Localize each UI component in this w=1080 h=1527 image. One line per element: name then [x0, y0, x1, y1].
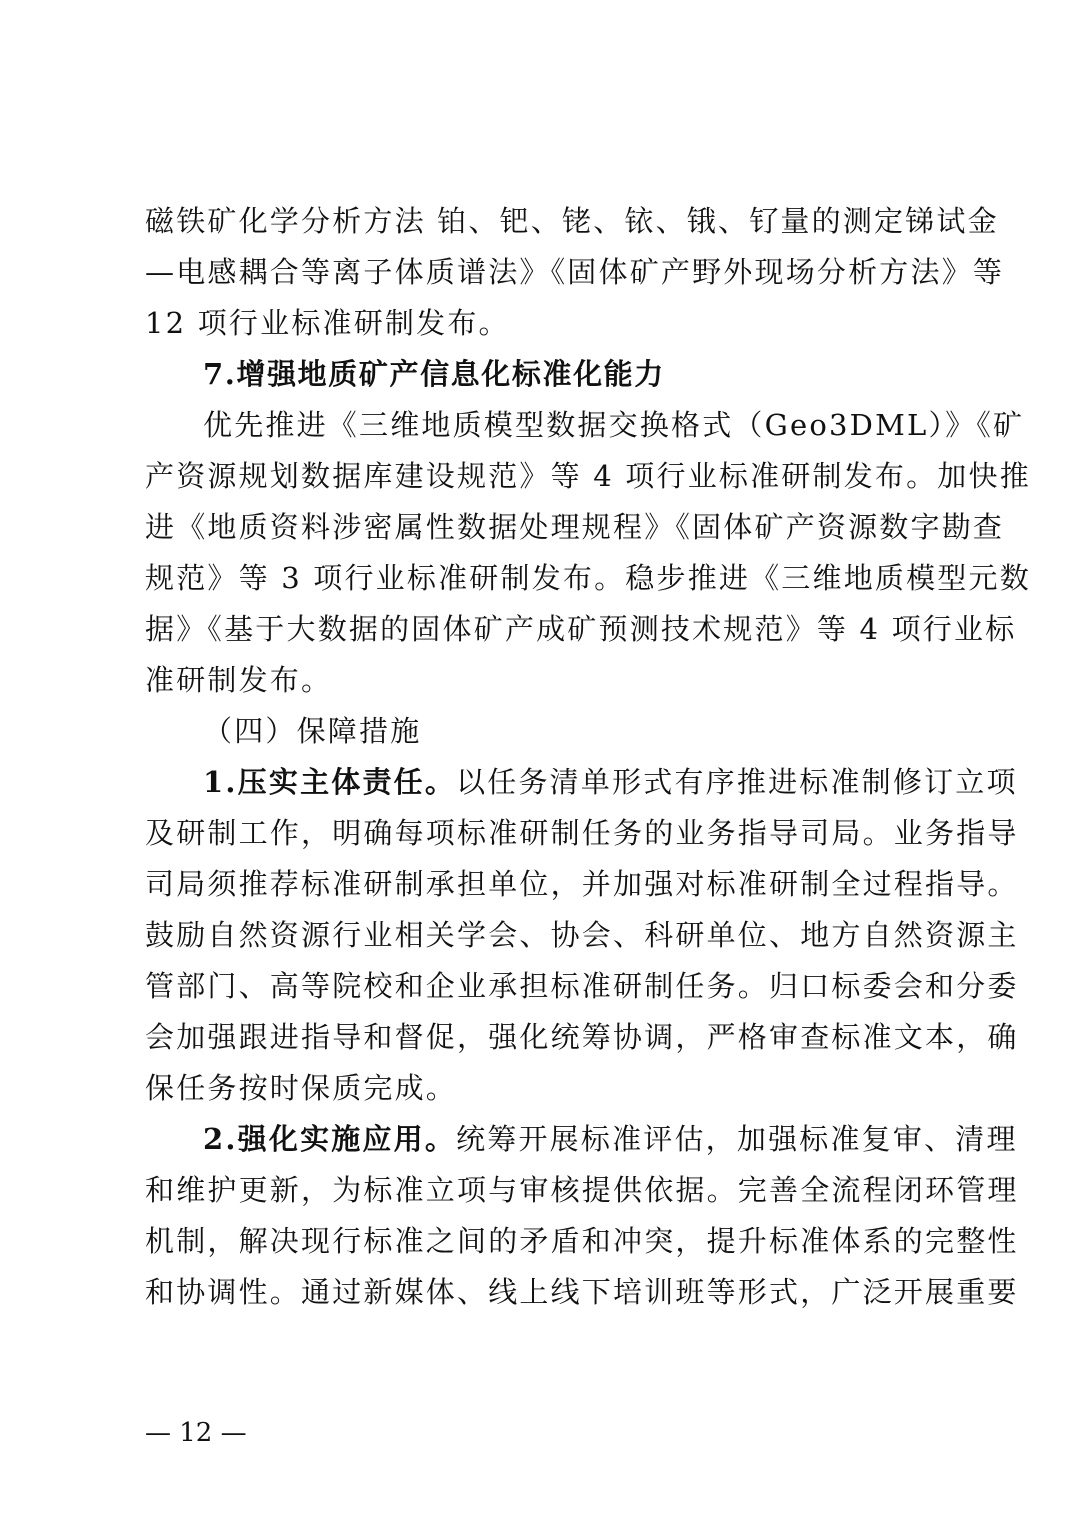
body-text-line: 及研制工作，明确每项标准研制任务的业务指导司局。业务指导 [145, 816, 1019, 850]
body-text-line: 优先推进《三维地质模型数据交换格式（Geo3DML）》《矿 [203, 408, 1025, 442]
measure-1-title: 1.压实主体责任。 [203, 765, 457, 799]
page-number: — 12 — [145, 1418, 247, 1448]
body-text-line: 司局须推荐标准研制承担单位，并加强对标准研制全过程指导。 [145, 867, 1019, 901]
body-text-line: 保任务按时保质完成。 [145, 1071, 458, 1105]
measure-2-text: 统筹开展标准评估，加强标准复审、清理 [456, 1122, 1018, 1156]
body-text-line: 和维护更新，为标准立项与审核提供依据。完善全流程闭环管理 [145, 1173, 1019, 1207]
section-heading-7: 7.增强地质矿产信息化标准化能力 [203, 357, 665, 391]
body-text-line: 鼓励自然资源行业相关学会、协会、科研单位、地方自然资源主 [145, 918, 1019, 952]
body-text-line: 磁铁矿化学分析方法 铂、钯、铑、铱、锇、钌量的测定锑试金 [145, 204, 999, 238]
body-text-line: 机制，解决现行标准之间的矛盾和冲突，提升标准体系的完整性 [145, 1224, 1019, 1258]
body-text-line: 进《地质资料涉密属性数据处理规程》《固体矿产资源数字勘查 [145, 510, 1005, 544]
measure-2-paragraph-start [203, 1122, 1018, 1156]
body-text-line: 准研制发布。 [145, 663, 333, 697]
body-text-line: 会加强跟进指导和督促，强化统筹协调，严格审查标准文本，确 [145, 1020, 1019, 1054]
body-text-line: 产资源规划数据库建设规范》等 4 项行业标准研制发布。加快推 [145, 459, 1031, 493]
subsection-heading-4: （四）保障措施 [203, 714, 422, 748]
body-text-line: 规范》等 3 项行业标准研制发布。稳步推进《三维地质模型元数 [145, 561, 1031, 595]
body-text-line: —电感耦合等离子体质谱法》《固体矿产野外现场分析方法》等 [145, 255, 1005, 289]
measure-2-title: 2.强化实施应用。 [203, 1122, 457, 1156]
body-text-line: 据》《基于大数据的固体矿产成矿预测技术规范》等 4 项行业标 [145, 612, 1017, 646]
measure-1-paragraph-start [203, 765, 1018, 799]
measure-1-text: 以任务清单形式有序推进标准制修订立项 [456, 765, 1018, 799]
body-text-line: 和协调性。通过新媒体、线上线下培训班等形式，广泛开展重要 [145, 1275, 1019, 1309]
body-text-line: 管部门、高等院校和企业承担标准研制任务。归口标委会和分委 [145, 969, 1019, 1003]
body-text-line: 12 项行业标准研制发布。 [145, 306, 510, 340]
